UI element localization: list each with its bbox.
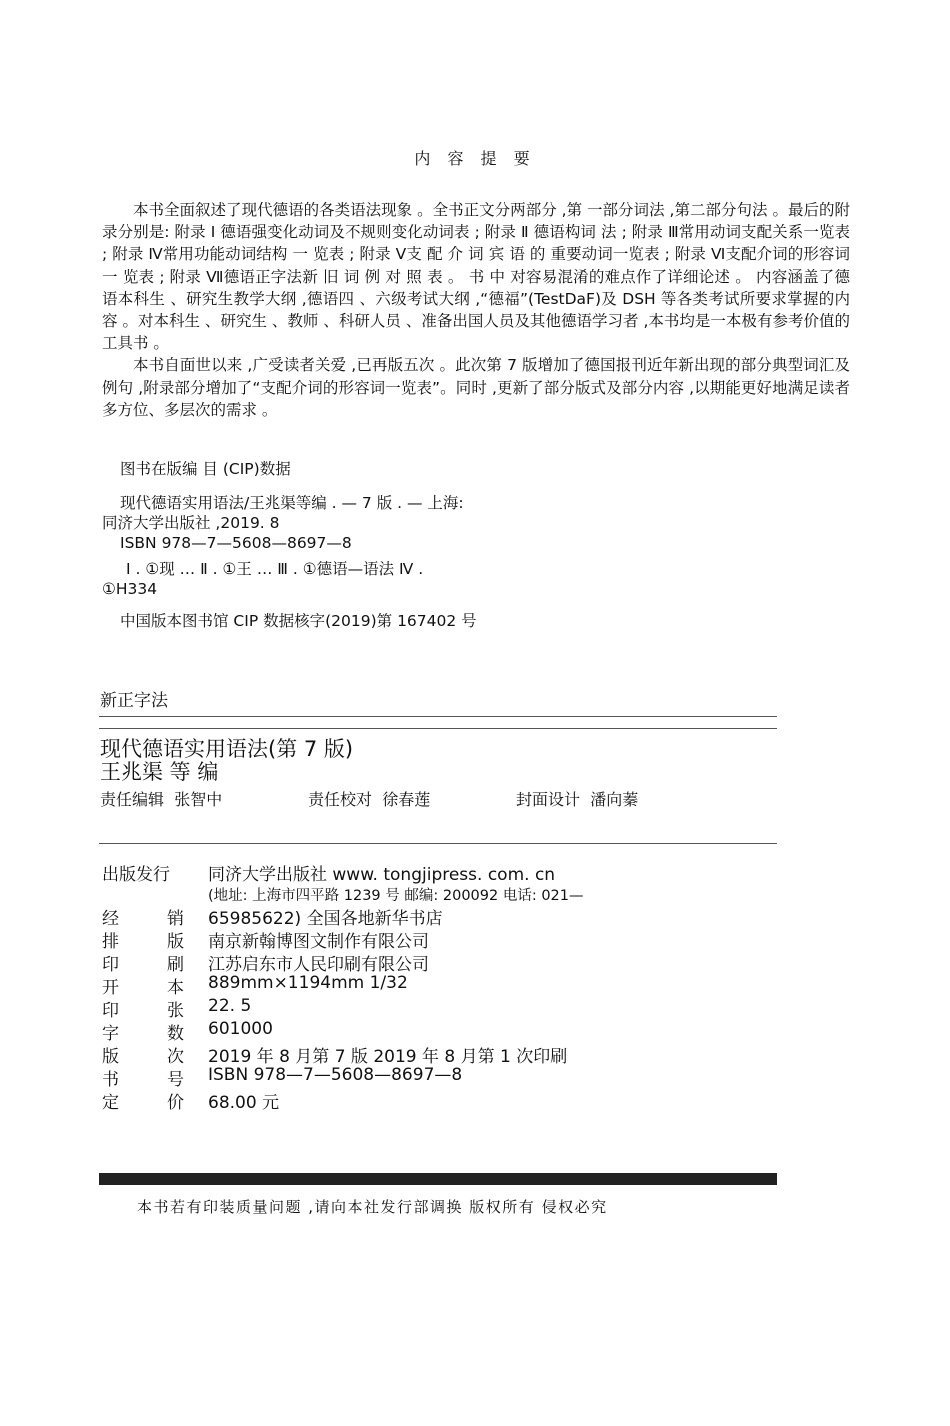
- role-label: 封面设计: [516, 790, 581, 809]
- row-label: 开: [102, 978, 119, 998]
- row-label: 印: [102, 955, 119, 975]
- row-label: 版: [167, 932, 184, 952]
- cip-title-line: 现代德语实用语法/王兆渠等编 . — 7 版 . — 上海:: [120, 494, 464, 512]
- row-value: (地址: 上海市四平路 1239 号 邮编: 200092 电话: 021—: [208, 888, 584, 904]
- role-name: 徐春莲: [382, 790, 431, 809]
- row-value: 22. 5: [208, 996, 252, 1016]
- divider: [99, 716, 777, 717]
- summary-title: 内 容 提 要: [414, 149, 536, 168]
- book-author: 王兆渠 等 编: [100, 760, 219, 784]
- role-label: 责任校对: [308, 790, 373, 809]
- row-label: 出版发行: [102, 865, 170, 885]
- divider: [99, 843, 777, 844]
- row-value: 889mm×1194mm 1/32: [208, 973, 408, 993]
- summary-paragraph: 本书全面叙述了现代德语的各类语法现象 。全书正文分两部分 ,第 一部分词法 ,第二部分句法 。最后的附录分别是: 附录 Ⅰ 德语强变化动词及不规则变化动词表 ; 附录 Ⅱ 德语构词 法 ; 附录 Ⅲ常用动词支配关系一览表 ; 附录 Ⅳ常用功能动词结构 一 览表 ; 附录 Ⅴ支 配 介 词 宾 语 的 重要动词一览表 ; 附录 Ⅵ支配介词的形容词一 览表 ; 附录 Ⅶ德语正字法新 旧 词 例 对 照 表 。 书 中 对容易混淆的难点作了详细论述 。 内容涵盖了德语本科生 、研究生教学大纲 ,德语四 、六级考试大纲 ,“德福”(TestDaF)及 DSH 等各类考试所要求掌握的内容 。对本科生 、研究生 、教师 、科研人员 、准备出国人员及其他德语学习者 ,本书均是一本极有参考价值的工具书 。: [102, 201, 850, 353]
- cip-classification-code: ①H334: [102, 580, 158, 598]
- row-label: 定: [102, 1093, 119, 1113]
- row-label: 本: [167, 978, 184, 998]
- row-label: 次: [167, 1047, 184, 1067]
- role-label: 责任编辑: [100, 790, 165, 809]
- footer-bar: [99, 1173, 777, 1185]
- row-value: 68.00 元: [208, 1093, 280, 1113]
- row-label: 刷: [167, 955, 184, 975]
- row-value: 南京新翰博图文制作有限公司: [208, 932, 429, 952]
- book-title: 现代德语实用语法(第 7 版): [100, 737, 354, 761]
- phone-continuation: 65985622): [208, 909, 302, 929]
- row-label: 印: [102, 1001, 119, 1021]
- role-cover-designer: [516, 787, 638, 810]
- row-label: 张: [167, 1001, 184, 1021]
- cip-heading: 图书在版编 目 (CIP)数据: [120, 460, 291, 478]
- row-value: 江苏启东市人民印刷有限公司: [208, 955, 429, 975]
- divider: [99, 728, 777, 729]
- summary-paragraph: 本书自面世以来 ,广受读者关爱 ,已再版五次 。此次第 7 版增加了德国报刊近年新出现的部分典型词汇及例句 ,附录部分增加了“支配介词的形容词一览表”。同时 ,更新了部分版式及部分内容 ,以期能更好地满足读者多方位、多层次的需求 。: [102, 356, 850, 419]
- row-label: 销: [167, 909, 184, 929]
- row-label: 号: [167, 1070, 184, 1090]
- row-value: ISBN 978—7—5608—8697—8: [208, 1065, 463, 1085]
- cip-isbn: ISBN 978—7—5608—8697—8: [120, 534, 352, 552]
- row-value: 65985622) 全国各地新华书店: [208, 909, 443, 929]
- row-label: 价: [167, 1093, 184, 1113]
- row-label: 排: [102, 932, 119, 952]
- cip-publisher-line: 同济大学出版社 ,2019. 8: [102, 514, 280, 532]
- role-name: 潘向蓁: [590, 790, 639, 809]
- row-value: 601000: [208, 1019, 273, 1039]
- cip-record-number: 中国版本图书馆 CIP 数据核字(2019)第 167402 号: [120, 612, 477, 630]
- editorial-roles: [100, 787, 638, 810]
- series-label: 新正字法: [100, 691, 168, 711]
- row-value: 同济大学出版社 www. tongjipress. com. cn: [208, 865, 556, 885]
- row-label: 书: [102, 1070, 119, 1090]
- row-label: 数: [167, 1024, 184, 1044]
- row-label: 字: [102, 1024, 119, 1044]
- copyright-notice: 本书若有印装质量问题 ,请向本社发行部调换 版权所有 侵权必究: [137, 1198, 608, 1216]
- role-editor: [100, 787, 308, 810]
- row-label: 经: [102, 909, 119, 929]
- row-value: 2019 年 8 月第 7 版 2019 年 8 月第 1 次印刷: [208, 1047, 568, 1067]
- book-title-block: [100, 738, 353, 784]
- role-proofreader: [308, 787, 516, 810]
- summary-body: [102, 199, 850, 421]
- role-name: 张智中: [174, 790, 223, 809]
- cip-classification: Ⅰ . ①现 … Ⅱ . ①王 … Ⅲ . ①德语—语法 Ⅳ .: [126, 560, 424, 578]
- row-label: 版: [102, 1047, 119, 1067]
